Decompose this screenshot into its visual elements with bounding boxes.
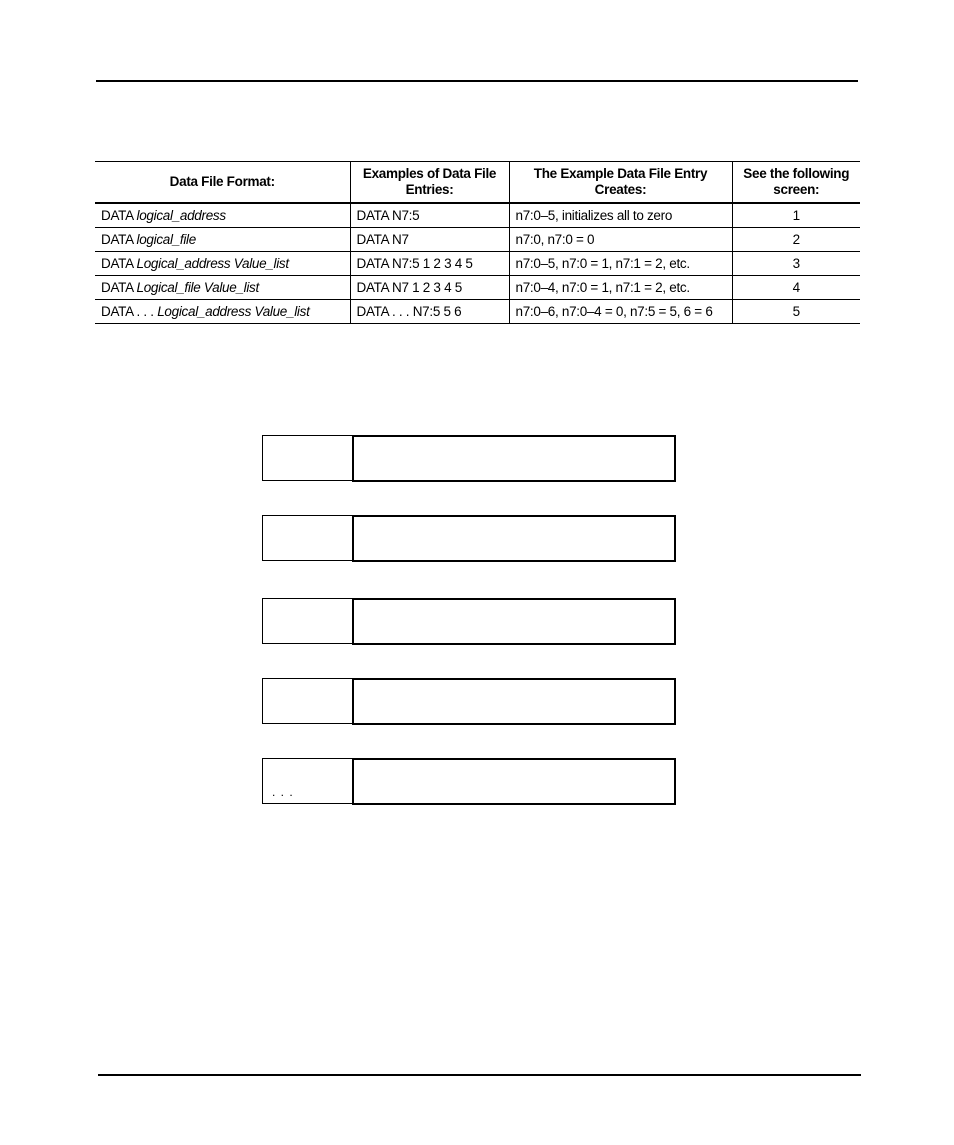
screen-label-box — [262, 435, 352, 481]
table-row — [95, 300, 860, 324]
screen-3 — [262, 598, 675, 644]
screen-field-box — [352, 435, 676, 482]
format-cell: DATA Logical_file Value_list — [95, 276, 350, 300]
screen-1 — [262, 435, 675, 481]
creates-cell: n7:0–5, initializes all to zero — [509, 203, 732, 228]
example-cell: DATA N7:5 — [350, 203, 509, 228]
table-row — [95, 252, 860, 276]
screen-cell: 4 — [732, 276, 860, 300]
format-cell: DATA logical_address — [95, 203, 350, 228]
example-cell: DATA N7 — [350, 228, 509, 252]
screen-field-box — [352, 515, 676, 562]
screen-cell: 2 — [732, 228, 860, 252]
example-cell: DATA N7:5 1 2 3 4 5 — [350, 252, 509, 276]
header-screen: See the following screen: — [732, 162, 860, 204]
creates-cell: n7:0–6, n7:0–4 = 0, n7:5 = 5, 6 = 6 — [509, 300, 732, 324]
screen-label-box — [262, 515, 352, 561]
creates-cell: n7:0–4, n7:0 = 1, n7:1 = 2, etc. — [509, 276, 732, 300]
screen-label-box — [262, 678, 352, 724]
screen-field-box — [352, 758, 676, 805]
example-cell: DATA N7 1 2 3 4 5 — [350, 276, 509, 300]
data-file-format-table — [95, 161, 860, 324]
table-header-row — [95, 162, 860, 204]
screen-cell: 1 — [732, 203, 860, 228]
screen-label-box — [262, 598, 352, 644]
table-row — [95, 276, 860, 300]
example-cell: DATA . . . N7:5 5 6 — [350, 300, 509, 324]
screen-field-box — [352, 598, 676, 645]
screen-cell: 5 — [732, 300, 860, 324]
table-row — [95, 203, 860, 228]
header-format: Data File Format: — [95, 162, 350, 204]
screen-5 — [262, 758, 675, 804]
header-rule — [96, 80, 858, 82]
screen-4 — [262, 678, 675, 724]
table-row — [95, 228, 860, 252]
header-creates: The Example Data File Entry Creates: — [509, 162, 732, 204]
screen-2 — [262, 515, 675, 561]
screen-label-box: . . . — [262, 758, 352, 804]
format-cell: DATA logical_file — [95, 228, 350, 252]
header-examples: Examples of Data File Entries: — [350, 162, 509, 204]
creates-cell: n7:0–5, n7:0 = 1, n7:1 = 2, etc. — [509, 252, 732, 276]
format-cell: DATA Logical_address Value_list — [95, 252, 350, 276]
creates-cell: n7:0, n7:0 = 0 — [509, 228, 732, 252]
screen-field-box — [352, 678, 676, 725]
format-cell: DATA . . . Logical_address Value_list — [95, 300, 350, 324]
footer-rule — [98, 1074, 861, 1076]
screen-cell: 3 — [732, 252, 860, 276]
